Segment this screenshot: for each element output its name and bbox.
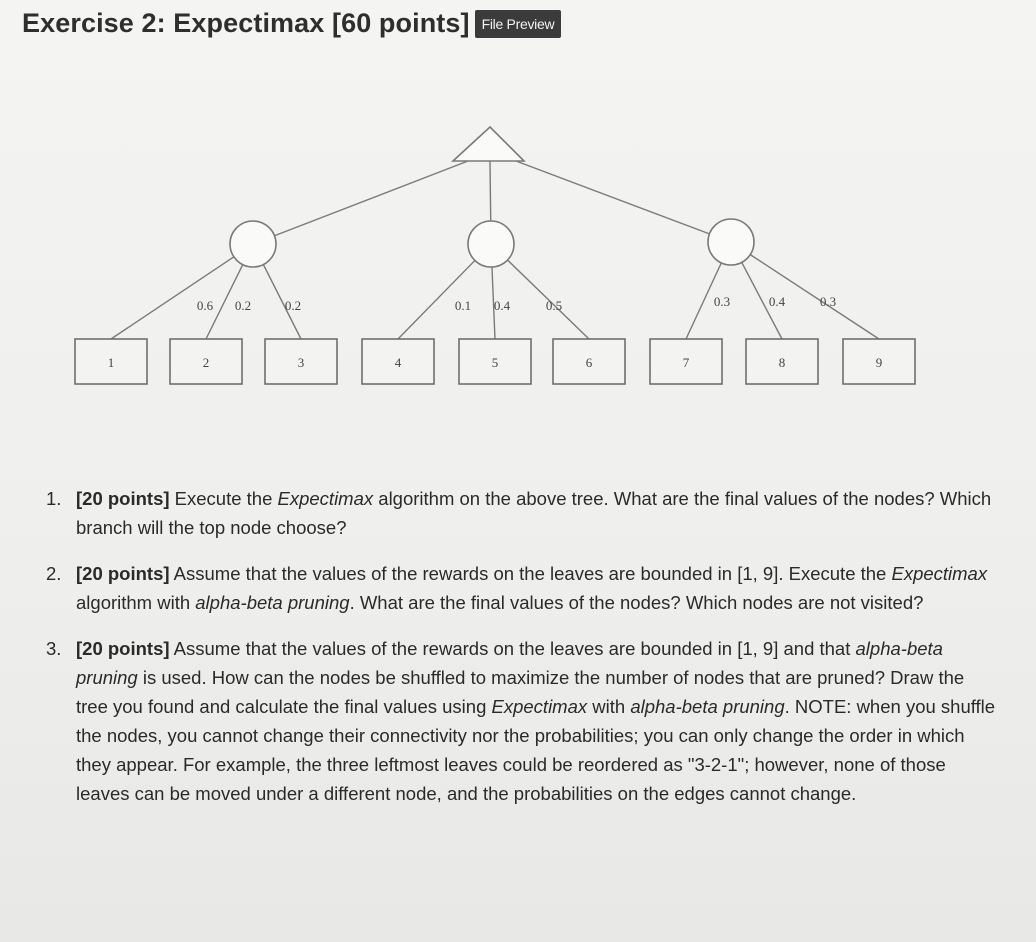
question-emphasis: alpha-beta pruning bbox=[76, 638, 943, 688]
edge-probability-label: 0.5 bbox=[545, 298, 563, 313]
file-preview-button[interactable]: File Preview bbox=[475, 10, 562, 38]
question-text: . NOTE: when you shuffle the nodes, you cannot change their connectivity nor the probabilities; you can only change the order in which they appear. For example, the three leftmost leaves could be reordered as "3-2-1"; however, none of those leaves can be moved under a different node, and the probabilities on the edges cannot change. bbox=[76, 696, 996, 804]
question-number: 3. bbox=[46, 638, 62, 659]
leaf-value: 5 bbox=[491, 355, 499, 370]
question-emphasis: alpha-beta pruning bbox=[630, 696, 785, 717]
edge-probability-label: 0.4 bbox=[493, 298, 511, 313]
edge-probability-label: 0.6 bbox=[196, 298, 214, 313]
edge-probability-label: 0.2 bbox=[234, 298, 252, 313]
question-number: 1. bbox=[46, 488, 62, 509]
question-emphasis: Expectimax bbox=[891, 563, 988, 584]
leaf-value: 9 bbox=[875, 355, 883, 370]
page-title: Exercise 2: Expectimax [60 points] bbox=[22, 8, 470, 38]
leaf-value: 4 bbox=[394, 355, 402, 370]
leaf-value: 7 bbox=[682, 355, 690, 370]
root-to-chance-edge bbox=[274, 161, 468, 236]
question-emphasis: alpha-beta pruning bbox=[195, 592, 350, 613]
question-text: algorithm with bbox=[76, 592, 196, 613]
chance-node-3 bbox=[708, 219, 754, 265]
question-text: Assume that the values of the rewards on the leaves are bounded in [1, 9] and that bbox=[169, 638, 856, 659]
edge-probability-label: 0.3 bbox=[713, 294, 731, 309]
question-points: [20 points] bbox=[76, 488, 170, 509]
expectimax-tree-diagram bbox=[0, 0, 1036, 430]
question-emphasis: Expectimax bbox=[277, 488, 374, 509]
leaf-value: 3 bbox=[297, 355, 305, 370]
question-emphasis: Expectimax bbox=[491, 696, 588, 717]
leaf-value: 8 bbox=[778, 355, 786, 370]
question-text: . What are the final values of the nodes? Which nodes are not visited? bbox=[349, 592, 924, 613]
leaf-value: 1 bbox=[107, 355, 115, 370]
edge-probability-label: 0.3 bbox=[819, 294, 837, 309]
chance-to-leaf-edge bbox=[111, 257, 234, 339]
chance-node-1 bbox=[230, 221, 276, 267]
question-text: Assume that the values of the rewards on the leaves are bounded in [1, 9]. Execute the bbox=[169, 563, 892, 584]
question-item bbox=[46, 559, 996, 617]
question-points: [20 points] bbox=[76, 638, 170, 659]
edge-probability-label: 0.2 bbox=[284, 298, 302, 313]
question-text: algorithm on the above tree. What are the final values of the nodes? Which branch will the top node choose? bbox=[76, 488, 992, 538]
question-item bbox=[46, 484, 996, 542]
root-max-node bbox=[453, 127, 524, 161]
question-text: with bbox=[587, 696, 631, 717]
question-list bbox=[46, 484, 996, 825]
chance-node-2 bbox=[468, 221, 514, 267]
edge-probability-label: 0.1 bbox=[454, 298, 472, 313]
root-to-chance-edge bbox=[490, 161, 491, 221]
root-to-chance-edge bbox=[516, 161, 709, 234]
leaf-value: 2 bbox=[202, 355, 210, 370]
question-points: [20 points] bbox=[76, 563, 170, 584]
question-number: 2. bbox=[46, 563, 62, 584]
question-item bbox=[46, 634, 996, 808]
edge-probability-label: 0.4 bbox=[768, 294, 786, 309]
leaf-value: 6 bbox=[585, 355, 593, 370]
question-text: Execute the bbox=[169, 488, 278, 509]
question-text: is used. How can the nodes be shuffled to maximize the number of nodes that are pruned? Draw the tree you found and calculate the final values using bbox=[76, 667, 965, 717]
